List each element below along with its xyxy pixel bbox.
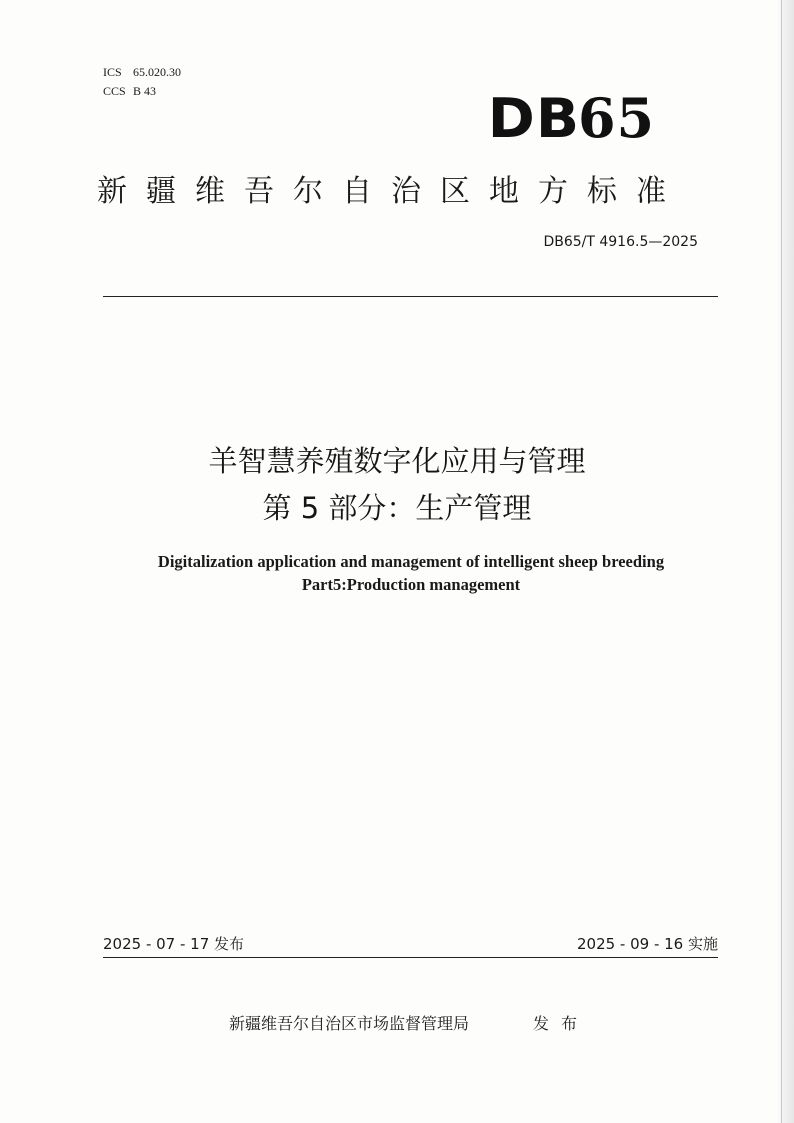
ics-row bbox=[103, 63, 181, 82]
standard-type-heading: 新疆维吾尔自治区地方标准 bbox=[97, 174, 685, 209]
implementation-date: 2025 - 09 - 16 实施 bbox=[576, 935, 718, 953]
title-cn-line-2: 第 5 部分：生产管理 bbox=[262, 491, 532, 525]
ics-value: 65.020.30 bbox=[133, 65, 181, 79]
header-divider bbox=[103, 296, 718, 297]
ccs-value: B 43 bbox=[133, 84, 157, 98]
title-cn-line-1: 羊智慧养殖数字化应用与管理 bbox=[208, 444, 586, 478]
footer-divider bbox=[103, 957, 718, 958]
db65-logo bbox=[487, 86, 656, 150]
publisher-name: 新疆维吾尔自治区市场监督管理局 bbox=[229, 1014, 470, 1033]
db-logo-letters: DB bbox=[487, 87, 581, 150]
db-logo-number: 65 bbox=[577, 86, 656, 150]
title-en-line-1: Digitalization application and management of intelligent sheep breeding bbox=[157, 552, 665, 571]
ccs-row bbox=[103, 82, 181, 101]
classification-codes bbox=[103, 63, 181, 101]
publish-action: 发布 bbox=[533, 1014, 590, 1033]
ccs-label: CCS bbox=[103, 84, 126, 98]
title-en-line-2: Part5:Production management bbox=[301, 575, 521, 594]
issue-date: 2025 - 07 - 17 发布 bbox=[103, 935, 245, 953]
ics-label: ICS bbox=[103, 65, 122, 79]
standard-number: DB65/T 4916.5—2025 bbox=[543, 234, 698, 250]
